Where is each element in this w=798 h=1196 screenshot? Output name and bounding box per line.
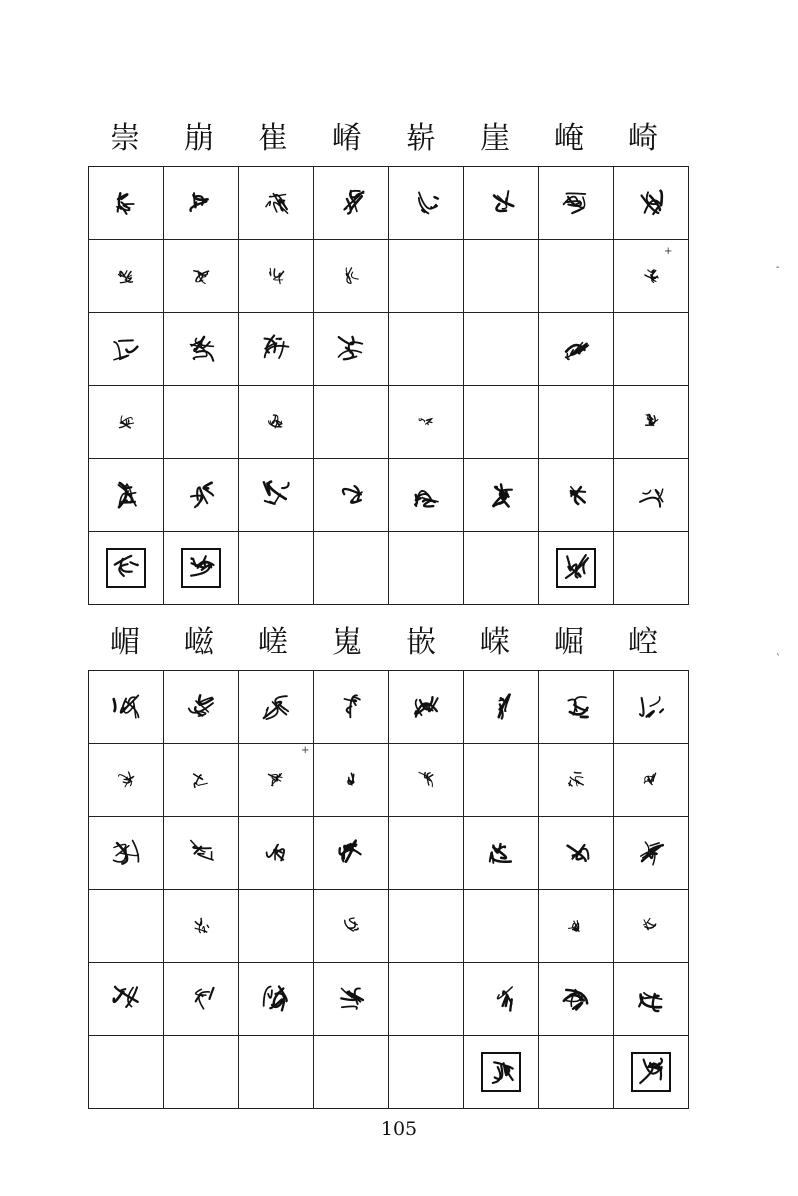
glyph-cell (389, 532, 464, 605)
script-glyph-image (633, 185, 669, 221)
script-glyph-image (108, 185, 144, 221)
glyph-cell (464, 167, 539, 240)
glyph-cell (464, 459, 539, 532)
script-glyph (558, 835, 594, 871)
script-glyph-image (558, 331, 594, 367)
glyph-cell (539, 167, 614, 240)
script-glyph-image (340, 769, 362, 791)
script-glyph-image (340, 265, 362, 287)
glyph-cell (239, 1036, 314, 1109)
script-glyph (633, 981, 669, 1017)
margin-mark: + (301, 745, 310, 756)
glyph-cell (539, 459, 614, 532)
header-character: 嵯 (258, 625, 288, 660)
glyph-row (89, 532, 689, 605)
glyph-cell (314, 744, 389, 817)
glyph-cell (539, 817, 614, 890)
script-glyph (115, 265, 137, 287)
script-glyph (333, 331, 369, 367)
header-character: 崆 (628, 625, 658, 660)
script-glyph (408, 689, 444, 725)
script-glyph-image (558, 550, 594, 586)
script-glyph-image (408, 689, 444, 725)
script-glyph-image (558, 185, 594, 221)
seal-impression (181, 548, 221, 588)
script-glyph-image (258, 981, 294, 1017)
glyph-row (89, 817, 689, 890)
glyph-cell (239, 386, 314, 459)
script-glyph-image (183, 185, 219, 221)
glyph-cell (389, 167, 464, 240)
glyph-cell (164, 817, 239, 890)
script-glyph (258, 477, 294, 513)
glyph-cell (314, 167, 389, 240)
glyph-cell (239, 313, 314, 386)
script-glyph-image (333, 835, 369, 871)
glyph-cell (239, 817, 314, 890)
script-glyph-image (190, 769, 212, 791)
glyph-cell (539, 240, 614, 313)
script-glyph (258, 185, 294, 221)
script-glyph (415, 769, 437, 791)
script-glyph-image (258, 185, 294, 221)
script-glyph-image (258, 689, 294, 725)
script-glyph-image (108, 835, 144, 871)
glyph-cell (464, 890, 539, 963)
script-glyph (640, 769, 662, 791)
script-glyph (483, 981, 519, 1017)
script-glyph (183, 835, 219, 871)
script-glyph-image (483, 477, 519, 513)
glyph-cell (614, 744, 689, 817)
script-glyph-image (265, 769, 287, 791)
glyph-cell (164, 963, 239, 1036)
glyph-cell (164, 744, 239, 817)
script-glyph-image (333, 331, 369, 367)
script-glyph-image (258, 477, 294, 513)
script-glyph (183, 981, 219, 1017)
header-character: 崖 (480, 121, 510, 156)
script-glyph (333, 981, 369, 1017)
glyph-cell (464, 240, 539, 313)
glyph-cell (614, 817, 689, 890)
glyph-cell (464, 963, 539, 1036)
glyph-cell (164, 313, 239, 386)
header-character: 崔 (258, 121, 288, 156)
glyph-cell (89, 963, 164, 1036)
script-glyph (633, 477, 669, 513)
script-glyph-image (183, 835, 219, 871)
glyph-cell (539, 744, 614, 817)
script-glyph (258, 331, 294, 367)
glyph-cell (89, 313, 164, 386)
glyph-cell (164, 1036, 239, 1109)
glyph-cell (314, 671, 389, 744)
script-glyph (558, 477, 594, 513)
glyph-cell (89, 240, 164, 313)
glyph-cell (614, 671, 689, 744)
header-character: 嵫 (184, 625, 214, 660)
glyph-cell (389, 890, 464, 963)
glyph-cell (239, 240, 314, 313)
script-glyph (115, 411, 137, 433)
script-glyph (183, 331, 219, 367)
glyph-cell (89, 459, 164, 532)
script-glyph (558, 981, 594, 1017)
script-glyph-image (108, 331, 144, 367)
seal-impression (106, 548, 146, 588)
glyph-cell (89, 1036, 164, 1109)
glyph-row (89, 167, 689, 240)
glyph-cell (464, 817, 539, 890)
glyph-cell (389, 240, 464, 313)
script-glyph-image (408, 185, 444, 221)
glyph-cell (239, 167, 314, 240)
script-glyph (265, 769, 287, 791)
script-glyph-image (108, 689, 144, 725)
script-glyph-image (565, 769, 587, 791)
header-character: 崇 (110, 121, 140, 156)
glyph-cell (389, 459, 464, 532)
script-glyph-image (333, 477, 369, 513)
glyph-cell (314, 817, 389, 890)
script-glyph (108, 185, 144, 221)
glyph-cell (389, 671, 464, 744)
script-glyph-image (558, 835, 594, 871)
glyph-cell (314, 963, 389, 1036)
glyph-cell (614, 167, 689, 240)
margin-mark: - (776, 262, 780, 273)
glyph-cell (614, 963, 689, 1036)
glyph-cell (389, 744, 464, 817)
glyph-cell (539, 890, 614, 963)
header-character: 崩 (184, 121, 214, 156)
glyph-row (89, 1036, 689, 1109)
glyph-cell (614, 459, 689, 532)
script-glyph (340, 769, 362, 791)
script-glyph (183, 477, 219, 513)
seal-impression (631, 1052, 671, 1092)
header-character: 嵌 (406, 625, 436, 660)
script-glyph-image (640, 915, 662, 937)
glyph-cell (389, 1036, 464, 1109)
script-glyph-image (108, 550, 144, 586)
script-glyph (483, 185, 519, 221)
glyph-cell (164, 890, 239, 963)
script-glyph (633, 689, 669, 725)
header-character: 崭 (406, 121, 436, 156)
seal-impression (481, 1052, 521, 1092)
script-glyph (190, 915, 212, 937)
glyph-cell (539, 313, 614, 386)
header-character: 嵋 (110, 625, 140, 660)
glyph-cell (314, 459, 389, 532)
script-glyph (190, 265, 212, 287)
script-glyph-image (183, 550, 219, 586)
glyph-cell (614, 532, 689, 605)
glyph-cell (314, 1036, 389, 1109)
script-glyph (108, 689, 144, 725)
script-glyph-image (108, 477, 144, 513)
glyph-row (89, 671, 689, 744)
script-glyph-image (183, 981, 219, 1017)
glyph-cell (614, 240, 689, 313)
script-glyph-image (265, 265, 287, 287)
script-glyph (333, 185, 369, 221)
glyph-cell (389, 386, 464, 459)
script-glyph-image (640, 769, 662, 791)
glyph-cell (164, 459, 239, 532)
script-glyph-image (258, 331, 294, 367)
glyph-cell (539, 1036, 614, 1109)
glyph-cell (464, 386, 539, 459)
glyph-cell (614, 890, 689, 963)
script-glyph-image (115, 265, 137, 287)
script-glyph-image (633, 477, 669, 513)
script-glyph (183, 689, 219, 725)
script-glyph-image (258, 835, 294, 871)
script-glyph (108, 981, 144, 1017)
script-glyph-image (633, 835, 669, 871)
script-glyph-image (415, 411, 437, 433)
script-glyph-image (408, 477, 444, 513)
script-glyph (265, 265, 287, 287)
glyph-cell (614, 313, 689, 386)
script-glyph-image (633, 981, 669, 1017)
script-glyph (565, 915, 587, 937)
glyph-cell (89, 817, 164, 890)
glyph-cell (164, 167, 239, 240)
script-glyph (565, 769, 587, 791)
script-glyph (558, 185, 594, 221)
script-glyph (108, 835, 144, 871)
glyph-cell (314, 890, 389, 963)
script-glyph-image (483, 185, 519, 221)
margin-mark: ` (776, 654, 781, 665)
seal-impression (556, 548, 596, 588)
script-glyph-image (558, 477, 594, 513)
script-glyph (640, 915, 662, 937)
glyph-row (89, 313, 689, 386)
header-character: 嵬 (332, 625, 362, 660)
glyph-table (88, 166, 689, 605)
script-glyph-image (340, 915, 362, 937)
script-glyph-image (483, 689, 519, 725)
glyph-section-2 (88, 616, 680, 1109)
glyph-cell (539, 671, 614, 744)
glyph-cell (239, 963, 314, 1036)
glyph-cell (164, 386, 239, 459)
glyph-row (89, 890, 689, 963)
script-glyph-image (633, 1054, 669, 1090)
glyph-cell (239, 890, 314, 963)
glyph-cell (464, 671, 539, 744)
glyph-cell (164, 671, 239, 744)
script-glyph (108, 331, 144, 367)
script-glyph (190, 769, 212, 791)
script-glyph-image (190, 265, 212, 287)
script-glyph (333, 689, 369, 725)
script-glyph-image (115, 411, 137, 433)
glyph-cell (464, 313, 539, 386)
script-glyph (340, 265, 362, 287)
script-glyph (258, 835, 294, 871)
header-character: 崛 (554, 625, 584, 660)
script-glyph (265, 411, 287, 433)
script-glyph-image (115, 769, 137, 791)
script-glyph (633, 185, 669, 221)
script-glyph (640, 411, 662, 433)
script-glyph (415, 411, 437, 433)
glyph-row (89, 459, 689, 532)
script-glyph (558, 689, 594, 725)
script-glyph-image (640, 411, 662, 433)
header-character: 崎 (628, 121, 658, 156)
header-character: 嵘 (480, 625, 510, 660)
script-glyph (258, 689, 294, 725)
script-glyph-image (558, 981, 594, 1017)
script-glyph (408, 185, 444, 221)
glyph-cell (89, 744, 164, 817)
script-glyph (108, 477, 144, 513)
glyph-cell (89, 386, 164, 459)
glyph-cell (314, 532, 389, 605)
script-glyph-image (483, 835, 519, 871)
script-glyph-image (183, 689, 219, 725)
glyph-row (89, 963, 689, 1036)
script-glyph (483, 477, 519, 513)
script-glyph-image (633, 689, 669, 725)
script-glyph-image (333, 689, 369, 725)
script-glyph-image (265, 411, 287, 433)
glyph-cell (164, 532, 239, 605)
glyph-cell (89, 532, 164, 605)
script-glyph (333, 477, 369, 513)
glyph-cell (89, 671, 164, 744)
glyph-section-1 (88, 112, 680, 605)
script-glyph-image (483, 981, 519, 1017)
glyph-cell (239, 671, 314, 744)
script-glyph (558, 331, 594, 367)
glyph-cell (614, 1036, 689, 1109)
glyph-cell (614, 386, 689, 459)
glyph-cell (314, 313, 389, 386)
script-glyph-image (483, 1054, 519, 1090)
glyph-cell (89, 890, 164, 963)
glyph-cell (464, 1036, 539, 1109)
glyph-cell (164, 240, 239, 313)
header-row (88, 112, 680, 166)
glyph-cell (314, 386, 389, 459)
header-row (88, 616, 680, 670)
script-glyph (633, 835, 669, 871)
script-glyph (258, 981, 294, 1017)
glyph-cell (539, 386, 614, 459)
script-glyph-image (183, 477, 219, 513)
glyph-table (88, 670, 689, 1109)
script-glyph (640, 265, 662, 287)
script-glyph (408, 477, 444, 513)
script-glyph-image (333, 185, 369, 221)
page-number: 105 (380, 1118, 418, 1140)
glyph-cell (239, 532, 314, 605)
glyph-row (89, 744, 689, 817)
script-glyph-image (333, 981, 369, 1017)
glyph-cell (464, 532, 539, 605)
margin-mark: + (664, 246, 673, 257)
glyph-cell (389, 313, 464, 386)
script-glyph-image (565, 915, 587, 937)
script-glyph-image (415, 769, 437, 791)
glyph-row (89, 240, 689, 313)
script-glyph (115, 769, 137, 791)
header-character: 崦 (554, 121, 584, 156)
glyph-cell (389, 963, 464, 1036)
script-glyph (340, 915, 362, 937)
script-glyph (483, 835, 519, 871)
glyph-cell (239, 459, 314, 532)
script-glyph-image (640, 265, 662, 287)
script-glyph-image (183, 331, 219, 367)
glyph-cell (464, 744, 539, 817)
glyph-row (89, 386, 689, 459)
glyph-cell (89, 167, 164, 240)
script-glyph-image (558, 689, 594, 725)
script-glyph-image (190, 915, 212, 937)
glyph-cell (539, 532, 614, 605)
script-glyph (483, 689, 519, 725)
glyph-cell (539, 963, 614, 1036)
script-glyph (333, 835, 369, 871)
header-character: 崤 (332, 121, 362, 156)
script-glyph-image (108, 981, 144, 1017)
glyph-cell (389, 817, 464, 890)
script-glyph (183, 185, 219, 221)
glyph-cell (314, 240, 389, 313)
